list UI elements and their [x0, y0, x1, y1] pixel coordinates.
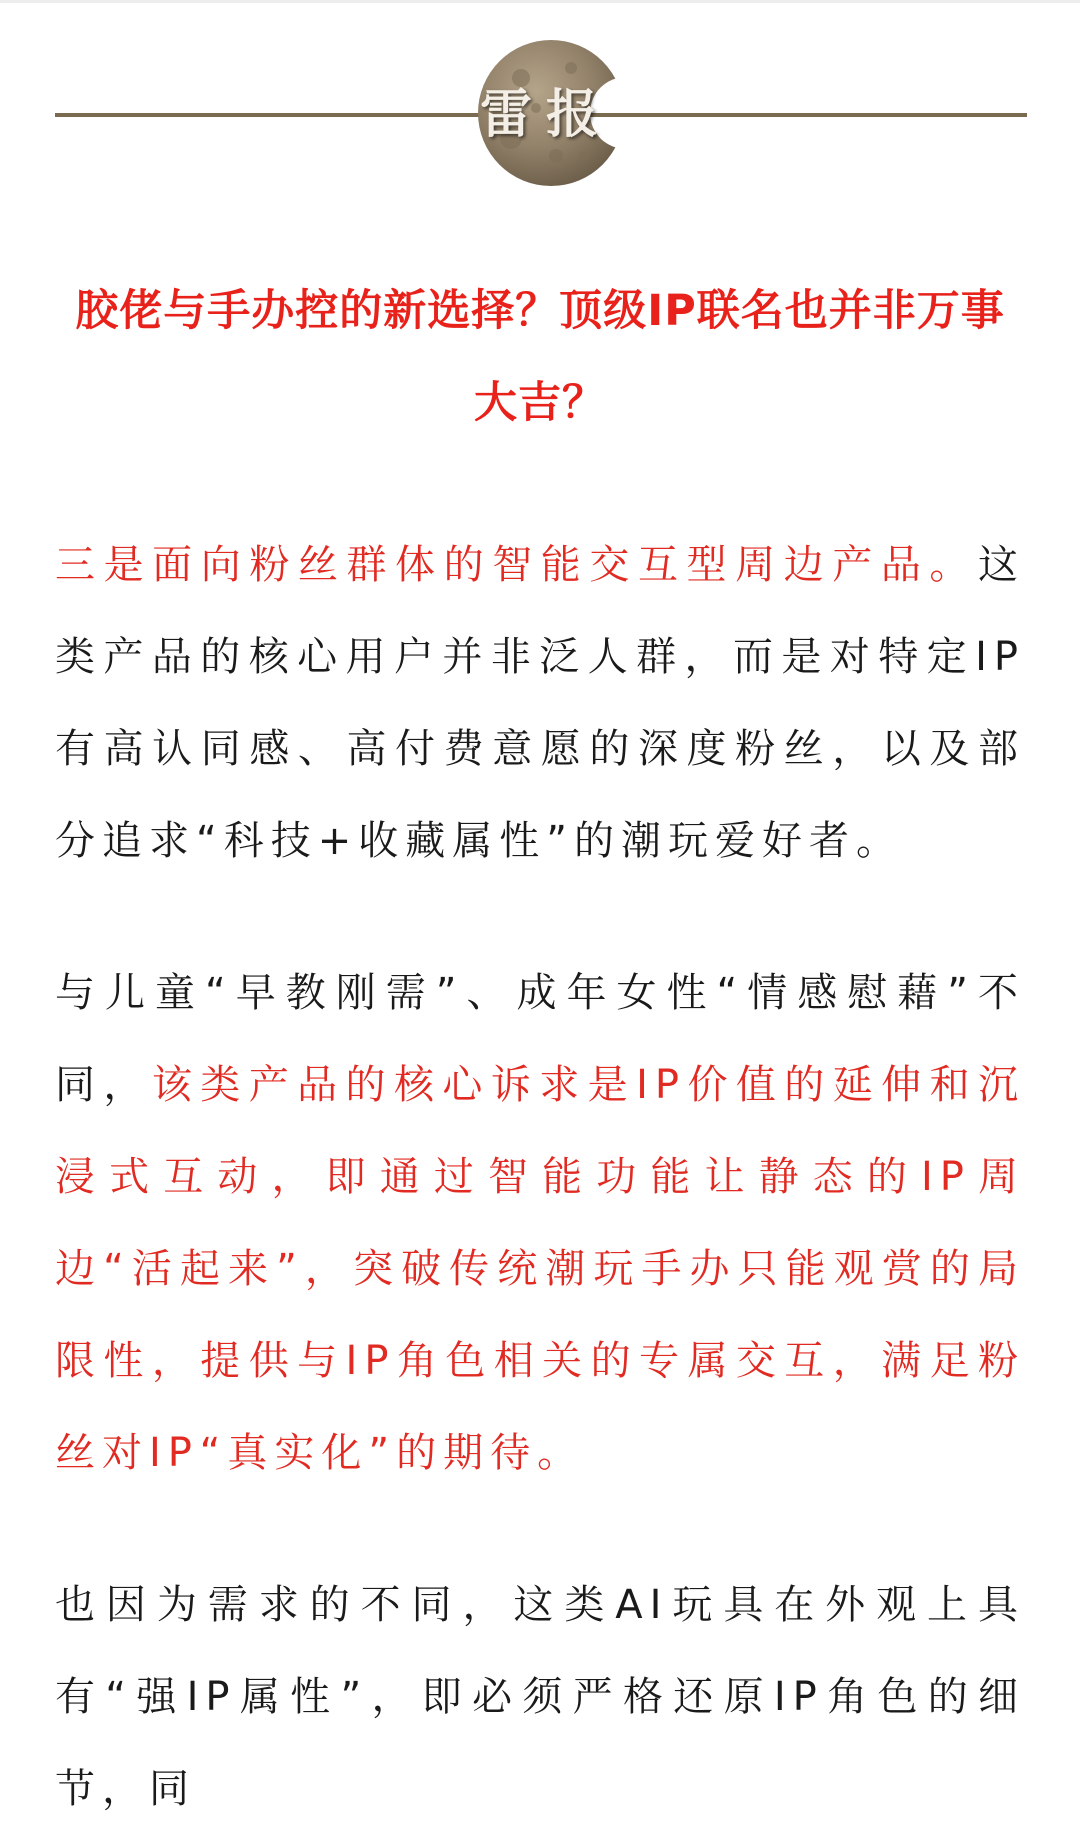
- paragraph-2-text: 与儿童“早教刚需”、成年女性“情感慰藉”不同，: [55, 970, 1025, 1108]
- article-body: [55, 265, 1025, 1835]
- paragraph-2-highlight: 该类产品的核心诉求是IP价值的延伸和沉浸式互动，即通过智能功能让静态的IP周边“活起来”，突破传统潮玩手办只能观赏的局限性，提供与IP角色相关的专属交互，满足粉丝对IP“真实化”的期待。: [55, 1062, 1026, 1476]
- paragraph-3: [55, 1559, 1025, 1835]
- header-divider-right: [585, 113, 1027, 117]
- column-title: 雷报: [480, 84, 613, 145]
- column-header: [0, 20, 1080, 200]
- header-divider-left: [55, 113, 495, 117]
- top-border: [0, 0, 1080, 3]
- paragraph-1-highlight: 三是面向粉丝群体的智能交互型周边产品。: [55, 542, 978, 588]
- paragraph-1-text: 这类产品的核心用户并非泛人群，而是对特定IP有高认同感、高付费意愿的深度粉丝，以及部分追求“科技+收藏属性”的潮玩爱好者。: [55, 542, 1025, 864]
- paragraph-1: [55, 519, 1025, 887]
- paragraph-2: [55, 947, 1025, 1499]
- article-headline: 胶佬与手办控的新选择？顶级IP联名也并非万事大吉？: [75, 286, 1005, 428]
- paragraph-3-text: 也因为需求的不同，这类AI玩具在外观上具有“强IP属性”，即必须严格还原IP角色的细节，同: [55, 1582, 1025, 1812]
